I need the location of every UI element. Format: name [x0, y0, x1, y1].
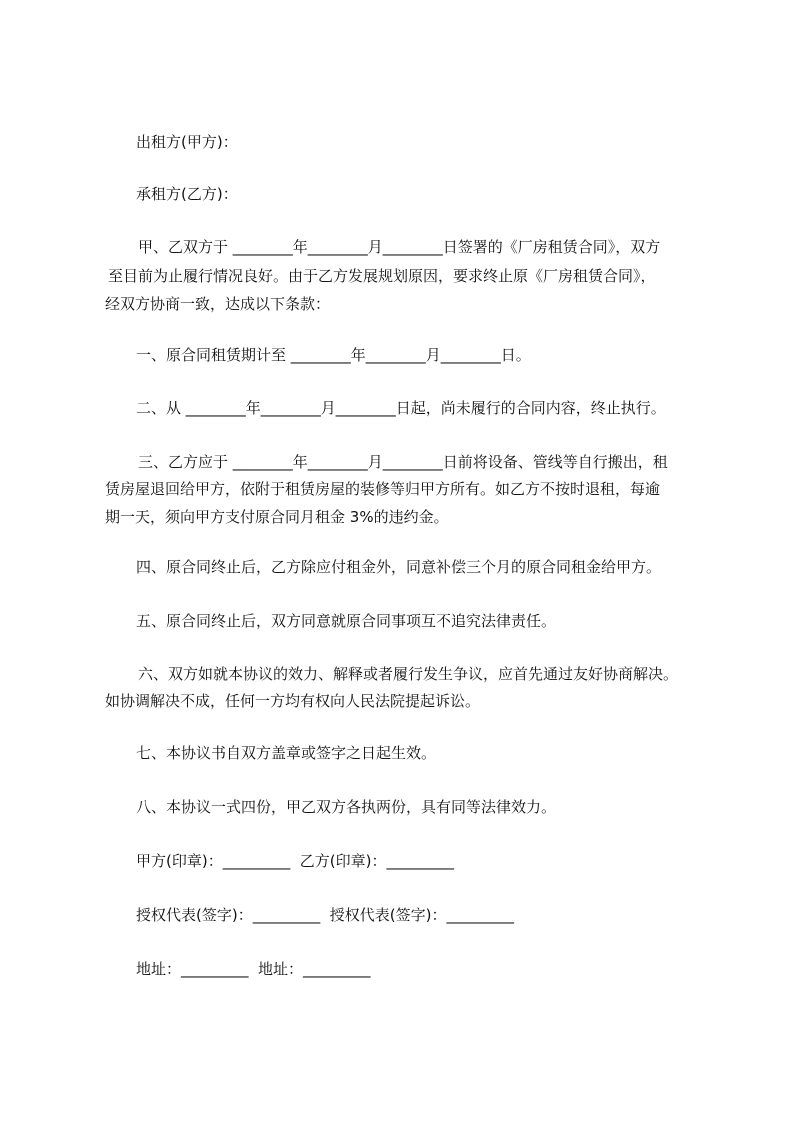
intro-line-1: 甲、乙双方于 ________年________月________日签署的《厂房租赁合同》，双方 — [138, 238, 661, 256]
address-line: 地址：_________ 地址：_________ — [136, 960, 371, 978]
intro-line-3: 经双方协商一致，达成以下条款： — [105, 295, 331, 313]
clause-5: 五、原合同终止后，双方同意就原合同事项互不追究法律责任。 — [136, 612, 557, 630]
clause-8: 八、本协议一式四份，甲乙双方各执两份，具有同等法律效力。 — [136, 798, 557, 816]
lessee-line: 承租方(乙方)： — [136, 185, 238, 203]
clause-3-line-2: 赁房屋退回给甲方，依附于租赁房屋的装修等归甲方所有。如乙方不按时退租，每逾 — [105, 480, 661, 498]
clause-3-line-1: 三、乙方应于 ________年________月________日前将设备、管线等自行搬出，租 — [138, 453, 668, 471]
clause-7: 七、本协议书自双方盖章或签字之日起生效。 — [136, 744, 437, 762]
intro-line-2: 至目前为止履行情况良好。由于乙方发展规划原因，要求终止原《厂房租赁合同》， — [108, 267, 656, 285]
clause-1: 一、原合同租赁期计至 ________年________月________日。 — [136, 346, 531, 364]
clause-6-line-2: 如协调解决不成，任何一方均有权向人民法院提起诉讼。 — [105, 692, 481, 710]
clause-3-line-3: 期一天，须向甲方支付原合同月租金 3%的违约金。 — [105, 508, 449, 526]
clause-2: 二、从 ________年________月________日起，尚未履行的合同内容，终止执行。 — [136, 399, 666, 417]
clause-4: 四、原合同终止后，乙方除应付租金外，同意补偿三个月的原合同租金给甲方。 — [136, 558, 662, 576]
seal-line: 甲方(印章)：_________ 乙方(印章)：_________ — [136, 852, 454, 870]
lessor-line: 出租方(甲方)： — [136, 133, 238, 151]
representative-line: 授权代表(签字)：_________ 授权代表(签字)：_________ — [136, 906, 514, 924]
clause-6-line-1: 六、双方如就本协议的效力、解释或者履行发生争议，应首先通过友好协商解决。 — [138, 665, 679, 683]
